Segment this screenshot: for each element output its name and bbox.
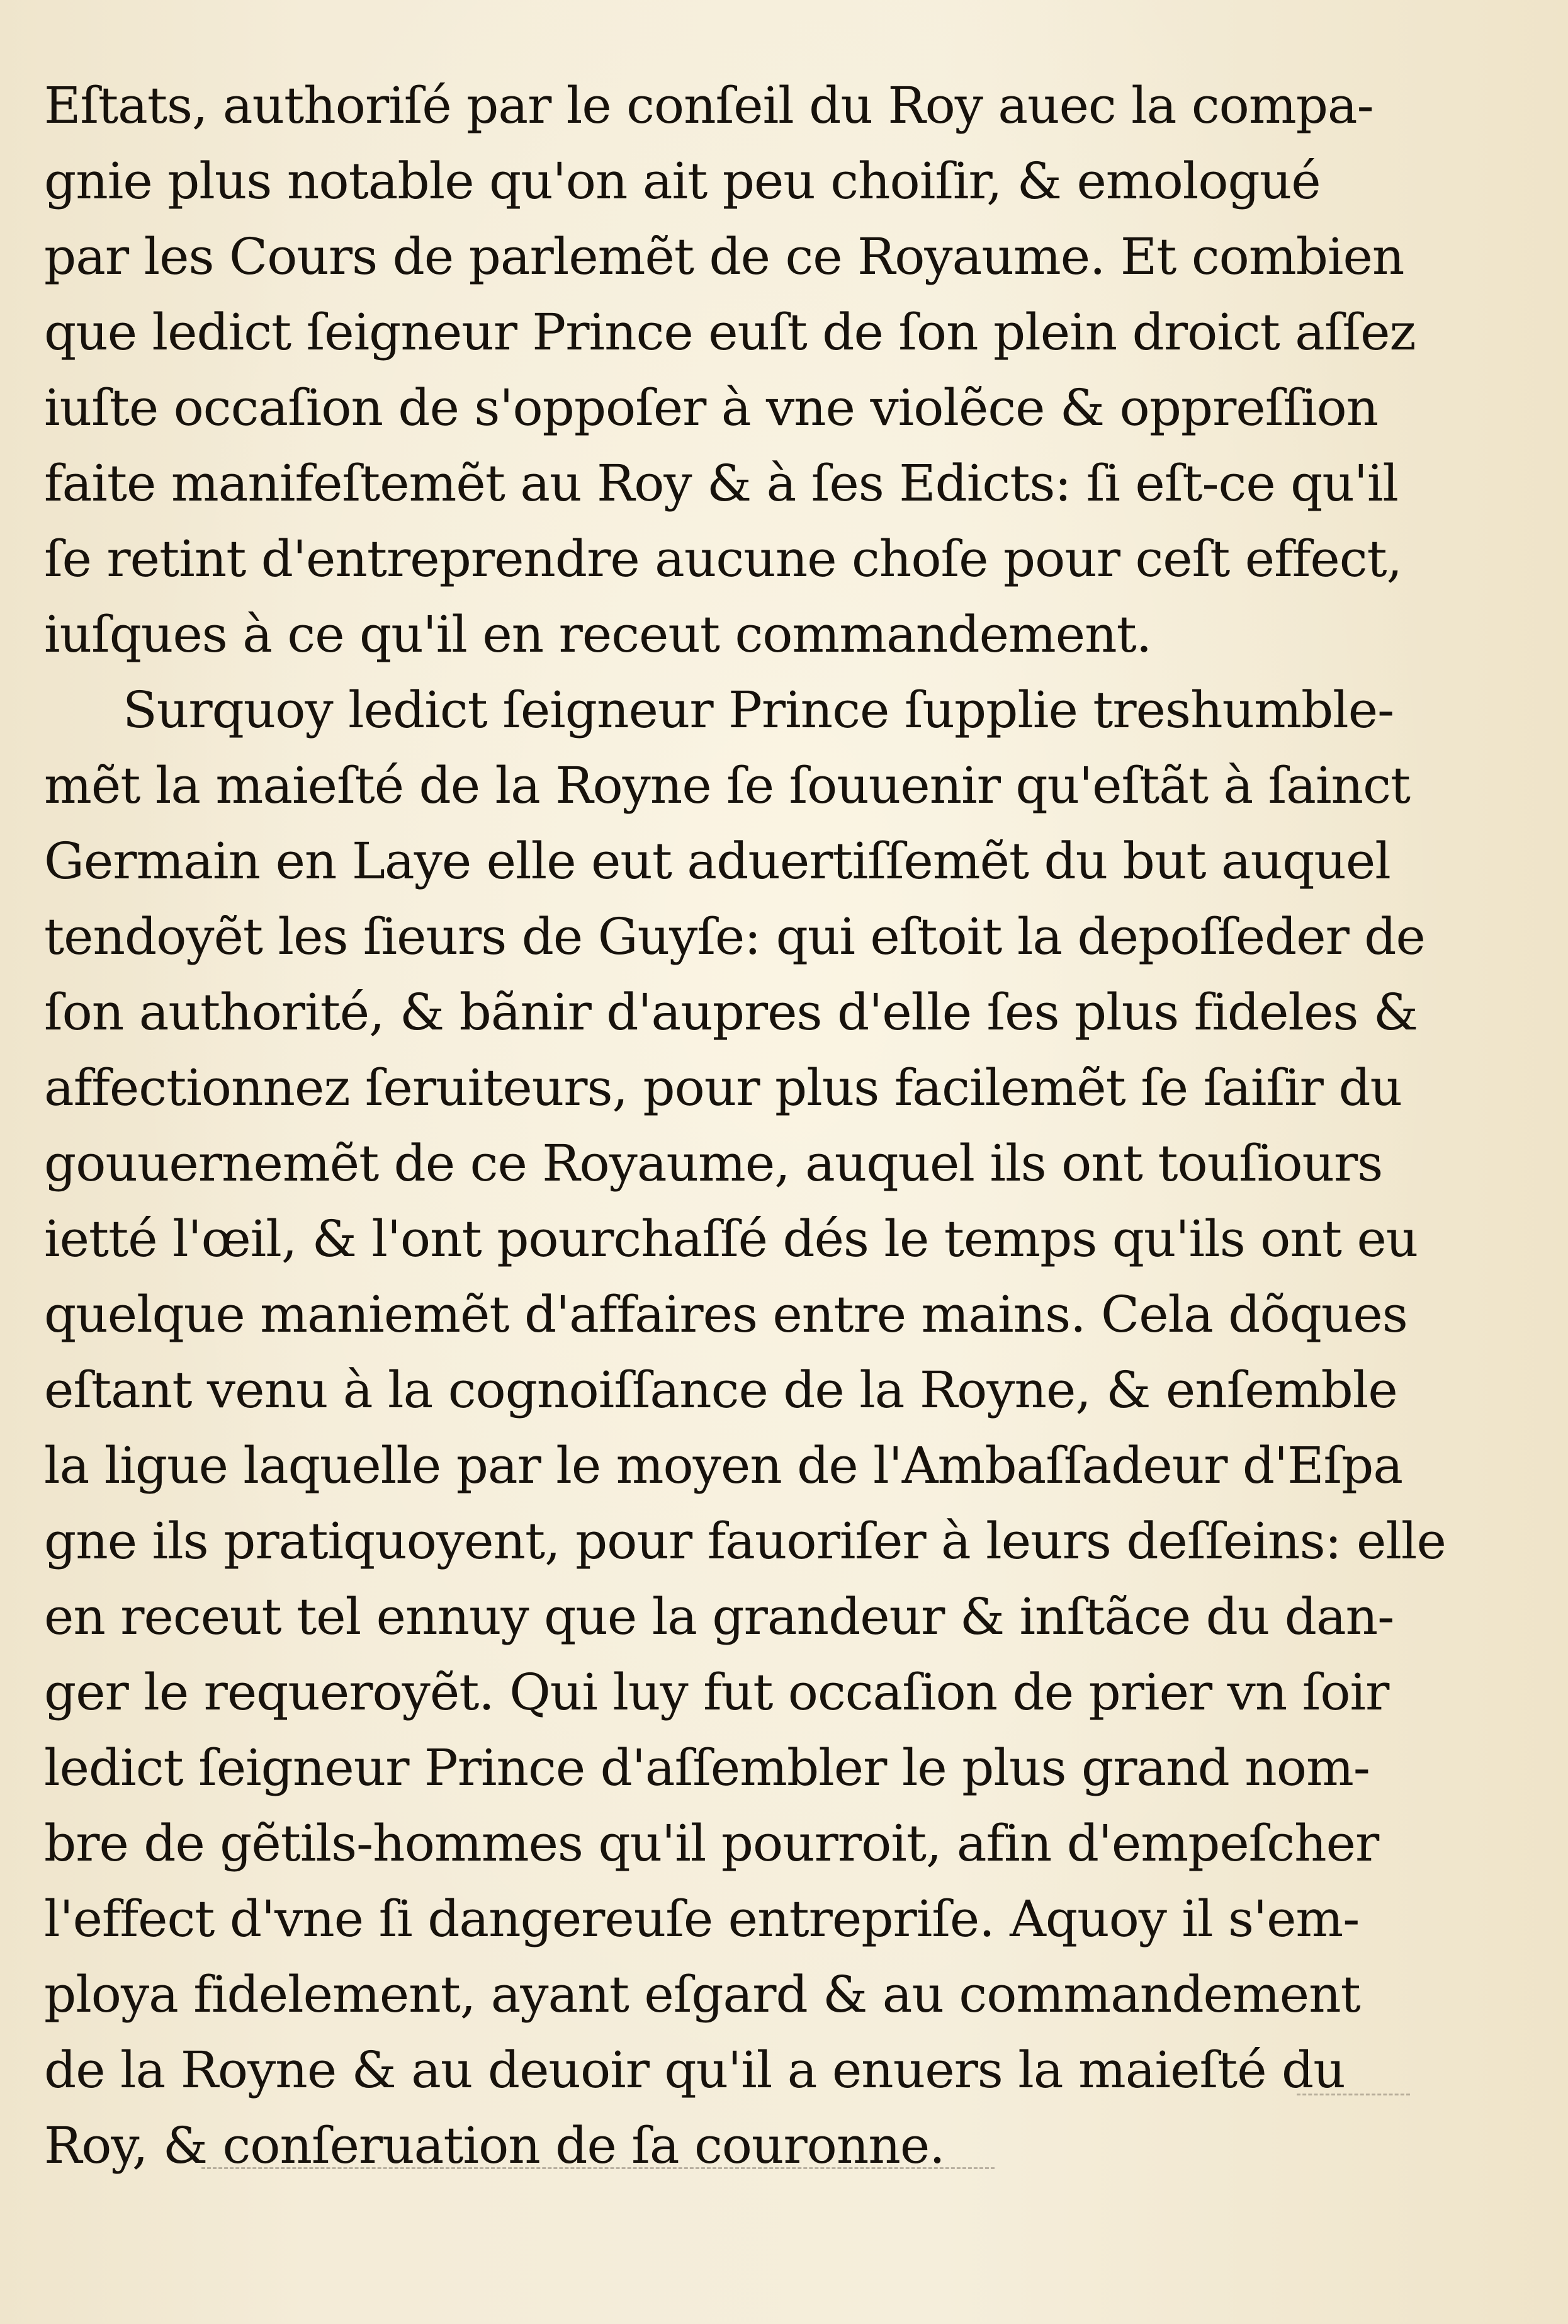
text-line: eſtant venu à la cognoiſſance de la Royne, & enſemble bbox=[44, 1361, 1397, 1419]
text-line: bre de gẽtils-hommes qu'il pourroit, afin d'empeſcher bbox=[44, 1814, 1379, 1873]
text-line: Roy, & conſeruation de ſa couronne. bbox=[44, 2116, 945, 2175]
text-line: ſe retint d'entreprendre aucune choſe pour ceſt effect, bbox=[44, 530, 1402, 588]
text-line: affectionnez ſeruiteurs, pour plus facilemẽt ſe ſaiſir du bbox=[44, 1058, 1402, 1117]
text-line: ger le requeroyẽt. Qui luy fut occaſion de prier vn ſoir bbox=[44, 1663, 1389, 1721]
text-line: gne ils pratiquoyent, pour fauoriſer à leurs deſſeins: elle bbox=[44, 1512, 1446, 1570]
text-line: tendoyẽt les ſieurs de Guyſe: qui eſtoit la depoſſeder de bbox=[44, 907, 1425, 966]
text-line: iuſques à ce qu'il en receut commandement. bbox=[44, 605, 1152, 664]
text-line: ploya fidelement, ayant eſgard & au commandement bbox=[44, 1965, 1360, 2024]
text-line: la ligue laquelle par le moyen de l'Ambaſſadeur d'Eſpa bbox=[44, 1436, 1403, 1495]
text-line: Eſtats, authoriſé par le conſeil du Roy auec la compa- bbox=[44, 76, 1373, 135]
text-line: l'effect d'vne ſi dangereuſe entrepriſe. Aquoy il s'em- bbox=[44, 1890, 1360, 1948]
decorative-rule bbox=[201, 2167, 995, 2169]
text-line: iuſte occaſion de s'oppoſer à vne violẽce & oppreſſion bbox=[44, 378, 1379, 437]
paragraph-first-line: Surquoy ledict ſeigneur Prince ſupplie treshumble- bbox=[123, 681, 1394, 739]
text-line: que ledict ſeigneur Prince euſt de ſon plein droict aſſez bbox=[44, 303, 1416, 361]
text-line: de la Royne & au deuoir qu'il a enuers la maieſté du bbox=[44, 2041, 1345, 2099]
text-line: quelque maniemẽt d'affaires entre mains. Cela dõques bbox=[44, 1285, 1407, 1344]
text-line: par les Cours de parlemẽt de ce Royaume. Et combien bbox=[44, 227, 1404, 286]
text-line: gouuernemẽt de ce Royaume, auquel ils ont touſiours bbox=[44, 1134, 1383, 1193]
text-line: ietté l'œil, & l'ont pourchaſſé dés le temps qu'ils ont eu bbox=[44, 1210, 1418, 1268]
text-line: mẽt la maieſté de la Royne ſe ſouuenir qu'eſtãt à ſainct bbox=[44, 756, 1411, 815]
text-line: faite manifeſtemẽt au Roy & à ſes Edicts: ſi eſt-ce qu'il bbox=[44, 454, 1399, 513]
text-line: gnie plus notable qu'on ait peu choiſir, & emologué bbox=[44, 152, 1321, 210]
show-through-text bbox=[1284, 630, 1423, 667]
text-line: Germain en Laye elle eut aduertiſſemẽt du but auquel bbox=[44, 832, 1390, 890]
text-line: ſon authorité, & bãnir d'aupres d'elle ſes plus fideles & bbox=[44, 983, 1418, 1041]
text-line: ledict ſeigneur Prince d'aſſembler le plus grand nom- bbox=[44, 1738, 1370, 1797]
decorative-dashes bbox=[1297, 2094, 1410, 2095]
text-line: en receut tel ennuy que la grandeur & inſtãce du dan- bbox=[44, 1587, 1394, 1646]
